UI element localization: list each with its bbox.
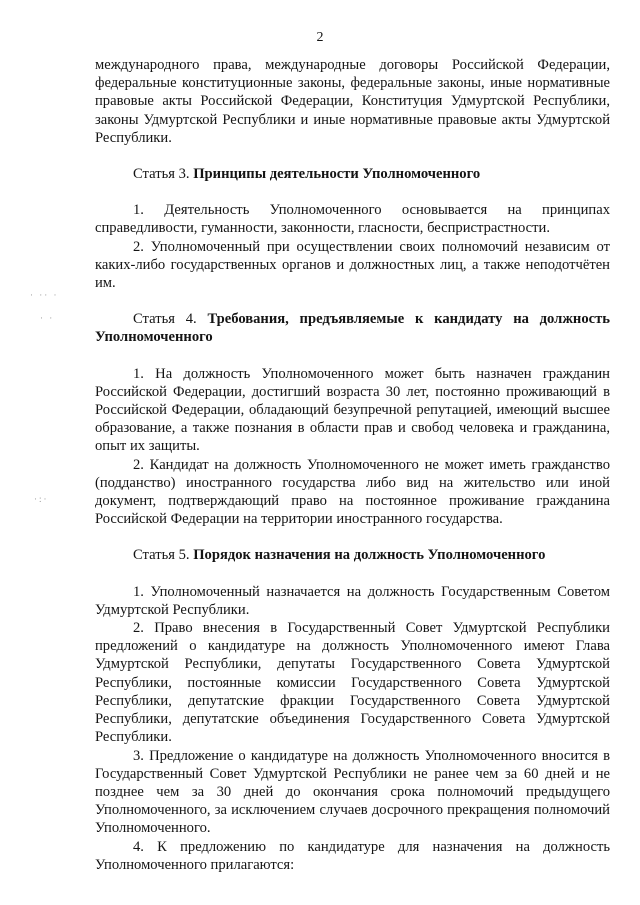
article-3-heading — [95, 165, 610, 183]
article-4-prefix: Статья 4. — [133, 311, 208, 328]
document-body — [95, 56, 610, 874]
article-4-title: Требования, предъявляемые к кандидату на должность Уполномоченного — [95, 311, 610, 346]
intro-paragraph: международного права, международные договоры Российской Федерации, федеральные конституционные законы, федеральные законы, иные нормативные правовые акты Российской Федерации, Конституция Удмуртской Республики, законы Удмуртской Республики и иные нормативные правовые акты Удмуртской Республики. — [95, 57, 610, 146]
article-4-heading — [95, 310, 610, 346]
article-5-paragraph-3: 3. Предложение о кандидатуре на должность Уполномоченного вносится в Государственный Совет Удмуртской Республики не ранее чем за 60 дней и не позднее чем за 30 дней до окончания срока полномочий предыдущего Уполномоченного, за исключением случаев досрочного прекращения полномочий Уполномоченного. — [95, 747, 610, 837]
article-5-prefix: Статья 5. — [133, 547, 194, 564]
article-3-paragraph-1: 1. Деятельность Уполномоченного основывается на принципах справедливости, гуманности, законности, гласности, беспристрастности. — [95, 202, 610, 237]
scan-artifact: ·:· — [34, 494, 49, 504]
article-5-paragraph-4: 4. К предложению по кандидатуре для назначения на должность Уполномоченного прилагаются: — [95, 838, 610, 873]
article-5-paragraph-1: 1. Уполномоченный назначается на должность Государственным Советом Удмуртской Республики. — [95, 583, 610, 618]
article-5-paragraph-2: 2. Право внесения в Государственный Совет Удмуртской Республики предложений о кандидатуре на должность Уполномоченного имеют Глава Удмуртской Республики, депутаты Государственного Совета Удмуртской Республики, постоянные комиссии Государственного Совета Удмуртской Республики, депутатские фракции Государственного Совета Удмуртской Республики, депутатские объединения Государственного Совета Удмуртской Республики. — [95, 620, 610, 746]
page-number: 2 — [316, 30, 324, 45]
scan-artifact: · · — [40, 313, 55, 323]
article-5-heading — [95, 546, 610, 564]
article-3-paragraph-2: 2. Уполномоченный при осуществлении своих полномочий независим от каких-либо государственных органов и должностных лиц, а также неподотчётен им. — [95, 238, 610, 292]
article-4-paragraph-1: 1. На должность Уполномоченного может быть назначен гражданин Российской Федерации, достигший возраста 30 лет, постоянно проживающий в Российской Федерации, обладающий безупречной репутацией, имеющий высшее образование, а также познания в области прав и свобод человека и гражданина, опыт их защиты. — [95, 365, 610, 455]
article-3-prefix: Статья 3. — [133, 166, 194, 183]
article-3-title: Принципы деятельности Уполномоченного — [193, 166, 481, 183]
article-4-paragraph-2: 2. Кандидат на должность Уполномоченного не может иметь гражданство (подданство) иностранного государства либо вид на жительство или иной документ, подтверждающий право на постоянное проживание гражданина Российской Федерации на территории иностранного государства. — [95, 456, 610, 528]
scan-artifact: · ·· · — [30, 290, 59, 300]
article-5-title: Порядок назначения на должность Уполномоченного — [193, 547, 546, 564]
